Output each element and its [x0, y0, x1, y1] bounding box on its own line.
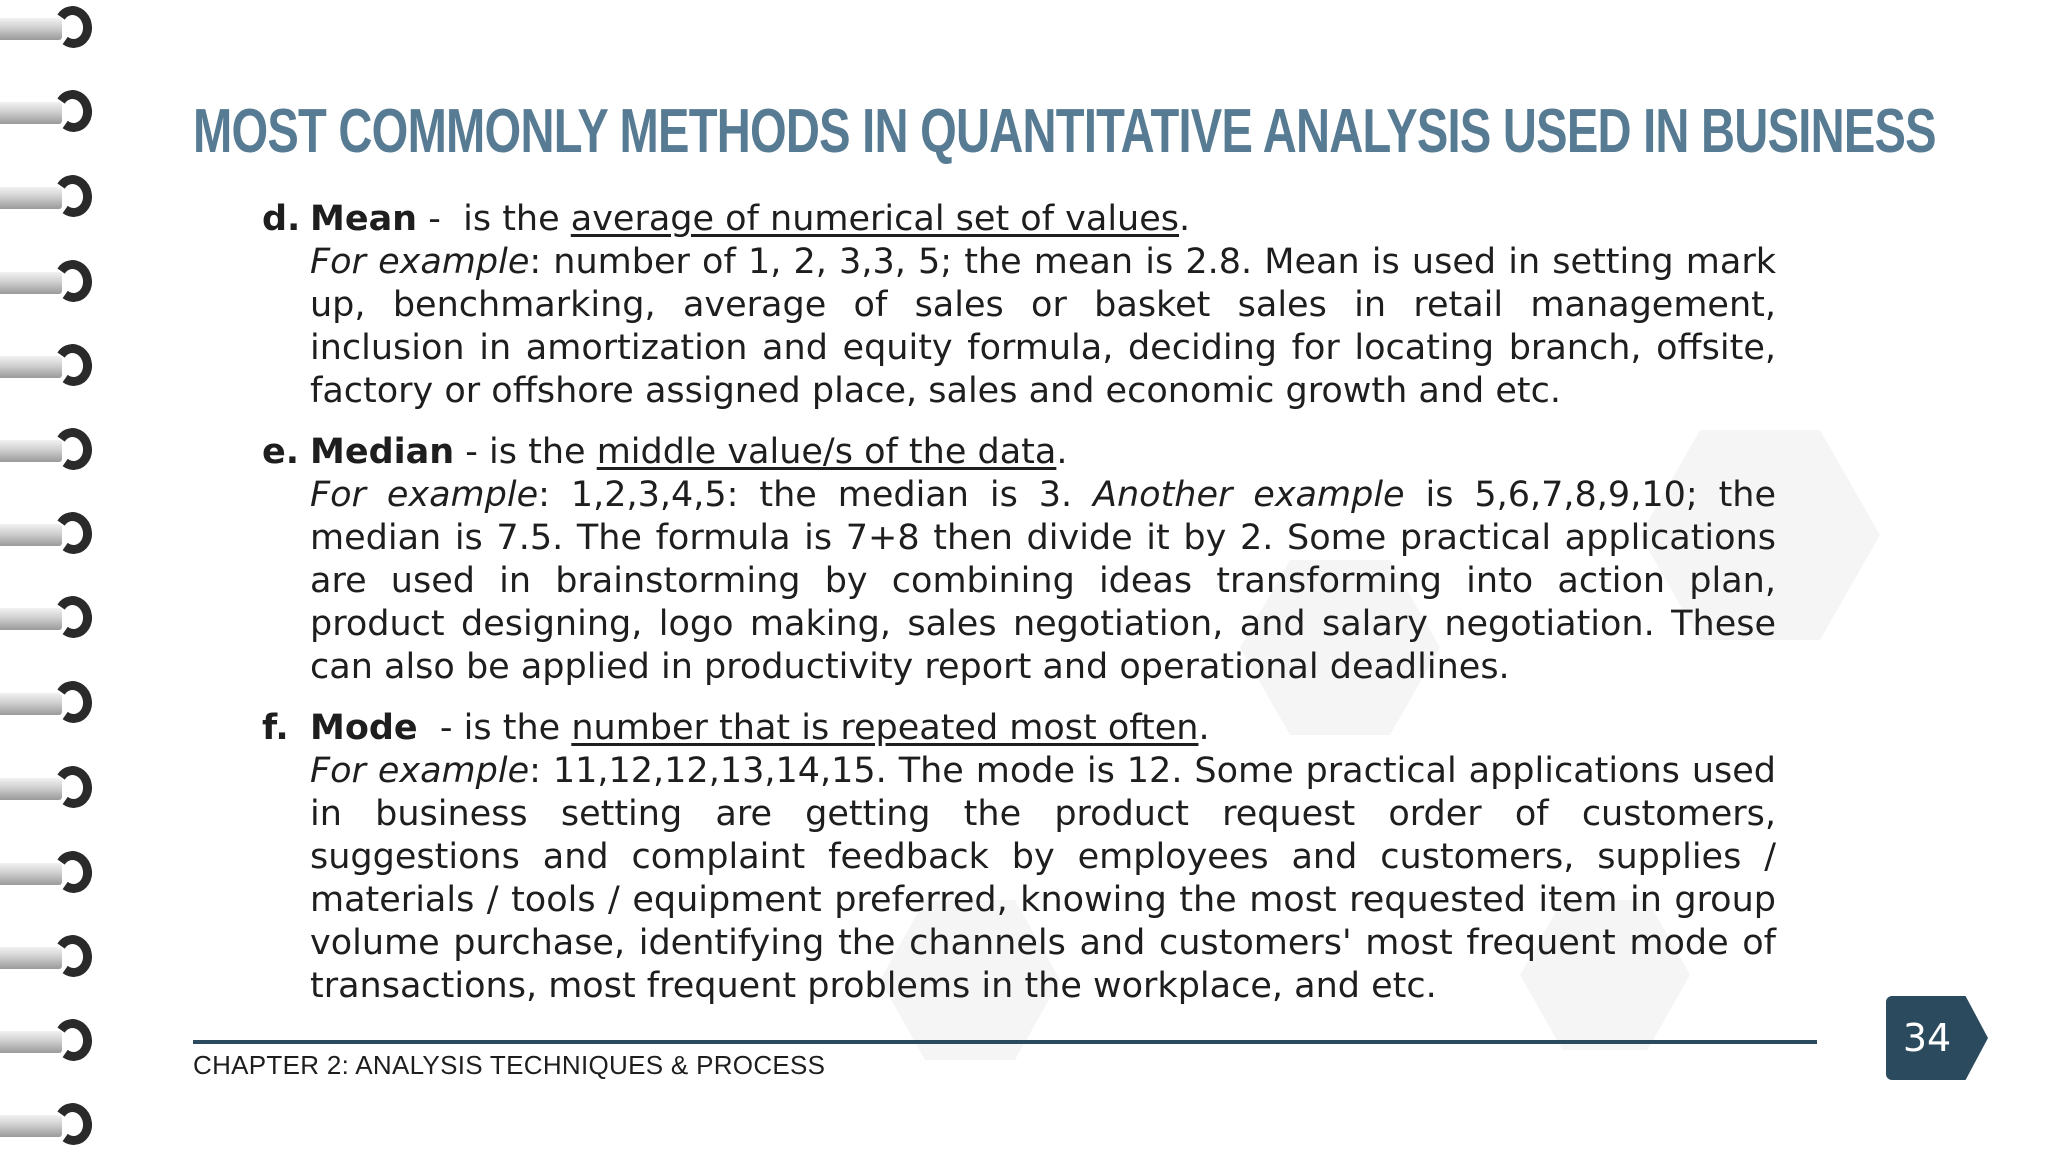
- page-number: 34: [1902, 1016, 1952, 1060]
- example-label: For example: [310, 751, 530, 791]
- example-text-2: is 5,6,7,8,9,10; the median is 7.5. The formula is 7+8 then divide it by 2. Some practical applications are used in brainstorming by combining ideas transforming into action plan, product designing, logo making, sales negotiation, and salary negotiation. These can also be applied in productivity report and operational deadlines.: [310, 475, 1777, 687]
- item-end: .: [1198, 708, 1210, 748]
- item-heading: [310, 707, 1776, 750]
- item-term: Median: [310, 432, 455, 472]
- example-label: For example: [310, 242, 530, 282]
- example-label: For example: [310, 475, 539, 515]
- item-definition: number that is repeated most often: [571, 708, 1199, 748]
- content-list: [262, 198, 1776, 1026]
- chapter-footer: CHAPTER 2: ANALYSIS TECHNIQUES & PROCESS: [193, 1050, 826, 1080]
- item-definition: average of numerical set of values: [570, 199, 1179, 239]
- item-end: .: [1056, 432, 1068, 472]
- item-term: Mode: [310, 708, 418, 748]
- item-term: Mean: [310, 199, 418, 239]
- footer-divider: [193, 1040, 1817, 1044]
- list-item-mode: [262, 707, 1776, 1008]
- item-example: [310, 241, 1776, 413]
- page-title: MOST COMMONLY METHODS IN QUANTITATIVE ANALYSIS USED IN BUSINESS: [193, 97, 1936, 166]
- example-label-2: Another example: [1093, 475, 1405, 515]
- item-heading: [310, 198, 1776, 241]
- item-separator: - is the: [454, 432, 597, 472]
- item-end: .: [1179, 199, 1191, 239]
- item-letter: e.: [262, 432, 300, 472]
- item-example: [310, 474, 1776, 689]
- item-separator: - is the: [417, 199, 571, 239]
- spiral-binding: [0, 0, 110, 1152]
- item-heading: [310, 431, 1776, 474]
- item-definition: middle value/s of the data: [596, 432, 1057, 472]
- list-item-median: [262, 431, 1776, 689]
- item-letter: d.: [262, 199, 301, 239]
- example-text: : number of 1, 2, 3,3, 5; the mean is 2.8. Mean is used in setting mark up, benchmarking, average of sales or basket sales in retail management, inclusion in amortization and equity formula, deciding for locating branch, offsite, factory or offshore assigned place, sales and economic growth and etc.: [310, 242, 1776, 411]
- example-text: : 1,2,3,4,5: the median is 3.: [538, 475, 1094, 515]
- list-item-mean: [262, 198, 1776, 413]
- item-separator: - is the: [417, 708, 572, 748]
- example-text: : 11,12,12,13,14,15. The mode is 12. Some practical applications used in business setting are getting the product request order of customers, suggestions and complaint feedback by employees and customers, supplies / materials / tools / equipment preferred, knowing the most requested item in group volume purchase, identifying the channels and customers' most frequent mode of transactions, most frequent problems in the workplace, and etc.: [310, 751, 1777, 1006]
- item-example: [310, 750, 1776, 1008]
- item-letter: f.: [262, 708, 289, 748]
